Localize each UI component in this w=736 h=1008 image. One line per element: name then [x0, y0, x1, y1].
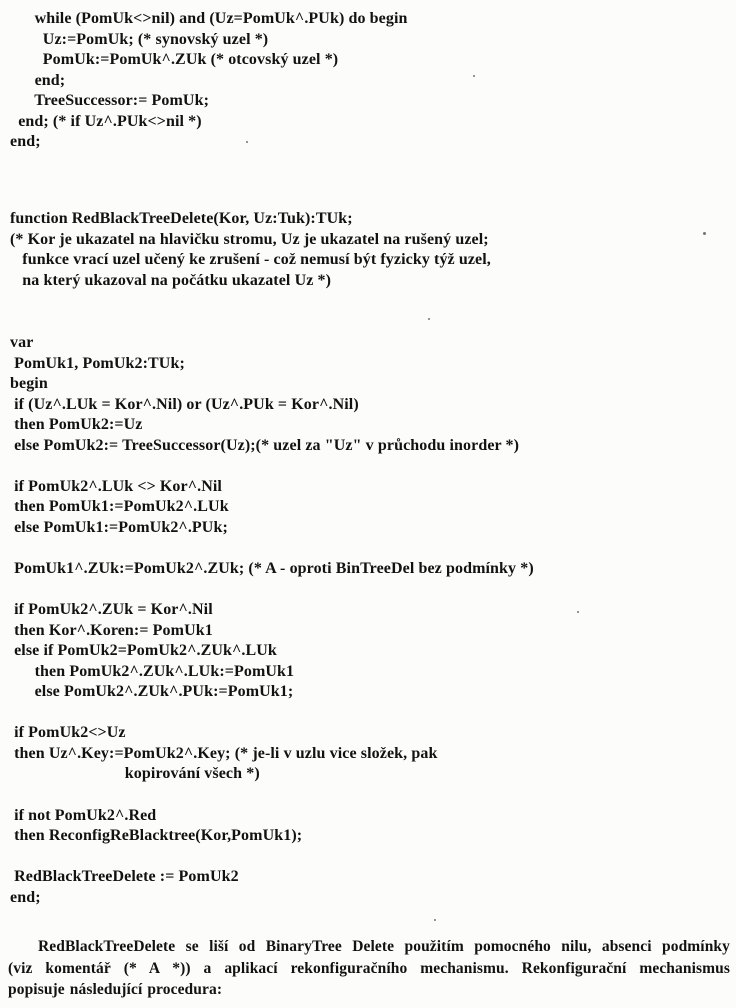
code-block-tree-successor-end	[10, 9, 732, 153]
code-line: then PomUk2:=Uz	[10, 416, 143, 434]
code-line-blank	[10, 847, 732, 868]
code-line: end;	[10, 133, 41, 151]
paragraph-line: popisuje následující procedura:	[8, 981, 223, 999]
code-line-blank	[10, 538, 732, 559]
code-line-blank	[10, 703, 732, 724]
scan-speck	[703, 232, 706, 235]
code-line: then PomUk1:=PomUk2^.LUk	[10, 498, 229, 516]
scan-speck	[577, 611, 579, 613]
code-line: Uz:=PomUk; (* synovský uzel *)	[10, 30, 269, 48]
scan-speck	[246, 141, 248, 143]
scan-speck	[434, 919, 436, 921]
code-line: if PomUk2<>Uz	[10, 724, 126, 742]
code-line: end;	[10, 71, 66, 89]
code-line: PomUk:=PomUk^.ZUk (* otcovský uzel *)	[10, 51, 339, 69]
code-line: while (PomUk<>nil) and (Uz=PomUk^.PUk) do begin	[10, 10, 408, 27]
code-line: PomUk1^.ZUk:=PomUk2^.ZUk; (* A - oproti BinTreeDel bez podmínky *)	[10, 560, 534, 578]
code-block-function-body	[10, 333, 732, 908]
code-line-function-signature: function RedBlackTreeDelete(Kor, Uz:Tuk):TUk;	[10, 210, 353, 227]
code-line: then PomUk2^.ZUk^.LUk:=PomUk1	[10, 662, 295, 680]
comment-line: funkce vrací uzel učený ke zrušení - což nemusí být fyzicky týž uzel,	[10, 251, 491, 269]
code-line: else PomUk2:= TreeSuccessor(Uz);(* uzel za "Uz" v průchodu inorder *)	[10, 436, 520, 454]
comment-continuation-line: kopirování všech *)	[10, 765, 260, 783]
code-line: PomUk1, PomUk2:TUk;	[10, 354, 185, 372]
paragraph-line: RedBlackTreeDelete se liší od BinaryTree Delete použitím pomocného nilu, absenci podmínky	[38, 938, 730, 955]
code-line: else PomUk1:=PomUk2^.PUk;	[10, 518, 228, 536]
code-line-blank	[10, 580, 732, 601]
code-line: if PomUk2^.LUk <> Kor^.Nil	[10, 477, 222, 495]
paragraph-line: (viz komentář (* A *)) a aplikací rekonfiguračního mechanismu. Rekonfigurační mechanismus	[8, 959, 730, 977]
code-line: TreeSuccessor:= PomUk;	[10, 92, 209, 110]
code-line: end; (* if Uz^.PUk<>nil *)	[10, 112, 202, 130]
code-line: then ReconfigReBlacktree(Kor,PomUk1);	[10, 827, 303, 845]
code-line-blank	[10, 456, 732, 477]
code-line: then Kor^.Koren:= PomUk1	[10, 621, 213, 639]
code-block-function-declaration	[10, 209, 732, 291]
code-line: else PomUk2^.ZUk^.PUk:=PomUk1;	[10, 683, 294, 701]
code-line: if not PomUk2^.Red	[10, 806, 157, 824]
code-line-blank	[10, 785, 732, 806]
code-line: RedBlackTreeDelete := PomUk2	[10, 868, 239, 886]
scan-speck	[473, 75, 475, 77]
comment-line: (* Kor je ukazatel na hlavičku stromu, Uz je ukazatel na rušený uzel;	[10, 230, 489, 248]
code-line: var	[10, 334, 34, 351]
code-line: begin	[10, 375, 48, 393]
code-line: if PomUk2^.ZUk = Kor^.Nil	[10, 601, 213, 619]
closing-paragraph	[8, 936, 730, 1001]
code-line: if (Uz^.LUk = Kor^.Nil) or (Uz^.PUk = Kor^.Nil)	[10, 395, 359, 413]
scan-speck	[428, 318, 430, 320]
code-line: then Uz^.Key:=PomUk2^.Key; (* je-li v uzlu vice složek, pak	[10, 744, 438, 762]
code-line: end;	[10, 888, 41, 906]
comment-line: na který ukazoval na počátku ukazatel Uz *)	[10, 271, 332, 289]
code-line: else if PomUk2=PomUk2^.ZUk^.LUk	[10, 642, 277, 660]
